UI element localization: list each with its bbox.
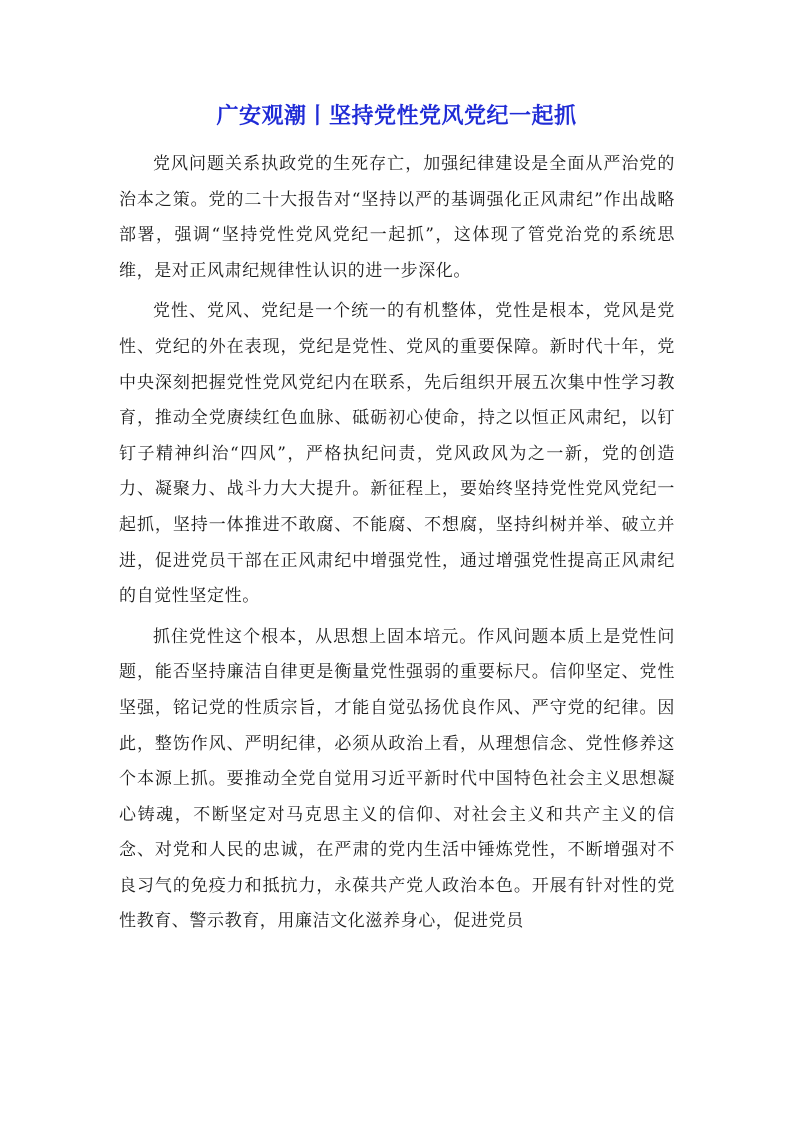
paragraph-3: 抓住党性这个根本，从思想上固本培元。作风问题本质上是党性问题，能否坚持廉洁自律更是衡量党性强弱的重要标尺。信仰坚定、党性坚强，铭记党的性质宗旨，才能自觉弘扬优良作风、严守党的纪律。因此，整饬作风、严明纪律，必须从政治上看，从理想信念、党性修养这个本源上抓。要推动全党自觉用习近平新时代中国特色社会主义思想凝心铸魂，不断坚定对马克思主义的信仰、对社会主义和共产主义的信念、对党和人民的忠诚，在严肃的党内生活中锤炼党性，不断增强对不良习气的免疫力和抵抗力，永葆共产党人政治本色。开展有针对性的党性教育、警示教育，用廉洁文化滋养身心，促进党员 — [119, 626, 675, 932]
article-body — [119, 147, 675, 940]
article-title: 广安观潮丨坚持党性党风党纪一起抓 — [216, 104, 577, 129]
paragraph-2: 党性、党风、党纪是一个统一的有机整体，党性是根本，党风是党性、党纪的外在表现，党纪是党性、党风的重要保障。新时代十年，党中央深刻把握党性党风党纪内在联系，先后组织开展五次集中性学习教育，推动全党赓续红色血脉、砥砺初心使命，持之以恒正风肃纪，以钉钉子精神纠治“四风”，严格执纪问责，党风政风为之一新，党的创造力、凝聚力、战斗力大大提升。新征程上，要始终坚持党性党风党纪一起抓，坚持一体推进不敢腐、不能腐、不想腐，坚持纠树并举、破立并进，促进党员干部在正风肃纪中增强党性，通过增强党性提高正风肃纪的自觉性坚定性。 — [119, 301, 675, 607]
paragraph-1: 党风问题关系执政党的生死存亡，加强纪律建设是全面从严治党的治本之策。党的二十大报告对“坚持以严的基调强化正风肃纪”作出战略部署，强调“坚持党性党风党纪一起抓”，这体现了管党治党的系统思维，是对正风肃纪规律性认识的进一步深化。 — [119, 154, 675, 281]
